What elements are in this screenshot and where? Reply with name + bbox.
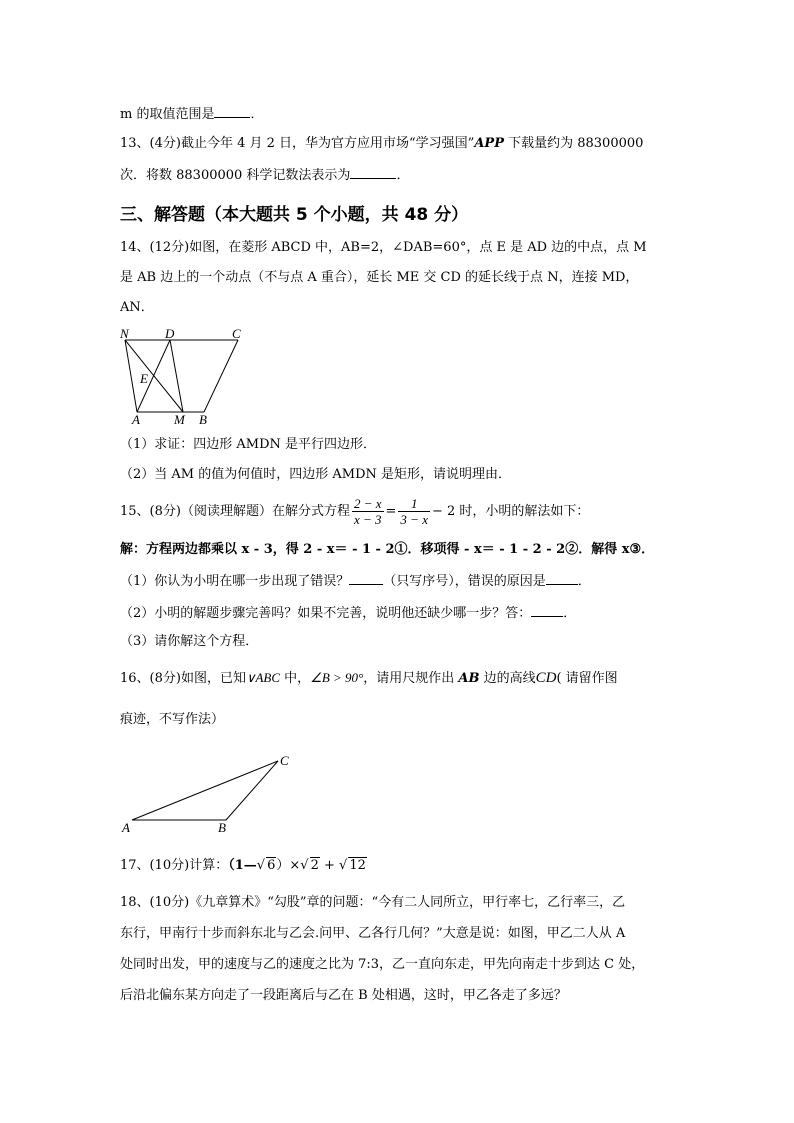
- q14-part1: （1）求证：四边形 AMDN 是平行四边形．: [120, 437, 377, 452]
- triangle-figure: [118, 748, 303, 840]
- q15-part1: （1）你认为小明在哪一步出现了错误？ （只写序号），错误的原因是 ．: [120, 574, 591, 589]
- sqrt-sign: √: [339, 858, 348, 873]
- q15-part3: （3）请你解这个方程．: [120, 634, 259, 649]
- label-A: A: [122, 820, 130, 835]
- q14-part2: （2）当 AM 的值为何值时，四边形 AMDN 是矩形，请说明理由．: [120, 467, 511, 482]
- label-B: B: [218, 820, 226, 835]
- fraction-2-denominator: 3 − x: [400, 512, 428, 527]
- answer-blank: [531, 604, 563, 617]
- answer-blank: [546, 572, 578, 585]
- q13-line2: 次．将数 88300000 科学记数法表示为 ．: [120, 168, 410, 183]
- q16-tail: ( 请留作图: [556, 671, 618, 686]
- q17-mid: ）×: [276, 858, 301, 873]
- sqrt-2: 2: [310, 858, 319, 873]
- answer-blank: [349, 572, 383, 585]
- label-C: C: [280, 753, 289, 768]
- q17-head: 17、(10分)计算：: [120, 858, 229, 873]
- q16-mid3: 边的高线: [479, 671, 536, 686]
- q14-line3: AN．: [120, 300, 154, 315]
- sqrt-sign: √: [300, 858, 309, 873]
- q15-solution: 解：方程两边都乘以 x - 3，得 2 - x＝ - 1 - 2①．移项得 - x＝ - 1 - 2 - 2②．解得 x③．: [120, 542, 655, 557]
- q13-tail: 下载量约为 88300000: [503, 136, 644, 151]
- q17-open: （1—: [228, 858, 257, 873]
- q13-app: APP: [474, 136, 504, 151]
- sqrt-6: 6: [267, 858, 276, 873]
- fraction-2: [398, 496, 430, 527]
- q16-cd: CD: [535, 670, 557, 686]
- line-BC: [204, 340, 238, 412]
- q17-plus: +: [319, 858, 340, 873]
- label-C: C: [232, 326, 241, 341]
- rhombus-figure: [110, 325, 260, 430]
- label-D: D: [165, 326, 175, 341]
- q15-part1a: （1）你认为小明在哪一步出现了错误？: [120, 574, 350, 589]
- q15-head: 15、(8分)（阅读理解题）在解分式方程: [120, 504, 350, 519]
- label-A: A: [132, 412, 140, 427]
- q15-part2: （2）小明的解题步骤完善吗？如果不完善，说明他还缺少哪一步？答： ．: [120, 606, 577, 621]
- fraction-1: [352, 496, 384, 527]
- label-M: M: [174, 412, 185, 427]
- answer-blank: [350, 166, 396, 179]
- q18-line4: 后沿北偏东某方向走了一段距离后与乙在 B 处相遇，这时，甲乙各走了多远？: [120, 988, 567, 1003]
- q16-triangle: ∨ABC: [245, 670, 281, 685]
- sqrt-sign: √: [256, 858, 266, 873]
- q18-line3: 处同时出发，甲的速度与乙的速度之比为 7:3，乙一直向东走，甲先向南走十步到达 C 处，: [120, 957, 645, 972]
- q13-line2-text: 次．将数 88300000 科学记数法表示为: [120, 168, 351, 183]
- q13-head: 13、(4分)截止今年 4 月 2 日，华为官方应用市场“学习强国”: [120, 136, 475, 151]
- q12-tail-text: m 的取值范围是: [120, 107, 215, 122]
- q16-mid: 中，: [280, 671, 311, 686]
- label-E: E: [140, 371, 148, 386]
- sqrt-12: 12: [349, 858, 366, 873]
- q16-head: 16、(8分)如图，已知: [120, 671, 246, 686]
- q15-after: − 2 时，小明的解法如下：: [431, 504, 590, 519]
- q16-ab: AB: [458, 671, 480, 686]
- q18-line2: 东行，甲南行十步而斜东北与乙会.问甲、乙各行几何？”大意是说：如图，甲乙二人从 A: [120, 926, 626, 941]
- answer-blank: [214, 105, 250, 118]
- q18-line1: 18、(10分)《九章算术》“勾股”章的问题：“今有二人同所立，甲行率七，乙行率三，乙: [120, 895, 626, 910]
- line-NA: [125, 340, 137, 412]
- line-DM: [170, 340, 183, 412]
- q12-tail-line: m 的取值范围是 ．: [120, 107, 264, 122]
- q17-line: [120, 857, 367, 874]
- label-N: N: [120, 326, 129, 341]
- line-AC: [132, 761, 278, 820]
- q15-part2-text: （2）小明的解题步骤完善吗？如果不完善，说明他还缺少哪一步？答：: [120, 606, 532, 621]
- equals-sign: =: [385, 504, 397, 519]
- q14-line2: 是 AB 边上的一个动点（不与点 A 重合），延长 ME 交 CD 的延长线于点 N，连接 MD，: [120, 270, 639, 285]
- q16-line2: 痕迹，不写作法）: [120, 712, 225, 727]
- q16-angle: ∠B > 90°: [310, 670, 364, 685]
- fraction-2-numerator: 1: [398, 496, 430, 512]
- label-B: B: [199, 412, 207, 427]
- q15-line1: [120, 494, 589, 530]
- line-NM: [125, 340, 183, 412]
- fraction-1-numerator: 2 − x: [353, 496, 382, 511]
- q15-part1b: （只写序号），错误的原因是: [383, 574, 546, 589]
- q16-line1: [120, 670, 618, 687]
- q16-mid2: ，请用尺规作出: [363, 671, 459, 686]
- q13-line1: [120, 136, 643, 152]
- fraction-1-denominator: x − 3: [353, 512, 382, 527]
- line-BC: [226, 761, 278, 820]
- q14-line1: 14、(12分)如图，在菱形 ABCD 中，AB=2，∠DAB=60°，点 E 是 AD 边的中点，点 M: [120, 240, 647, 255]
- section-heading: 三、解答题（本大题共 5 个小题，共 48 分）: [120, 205, 469, 225]
